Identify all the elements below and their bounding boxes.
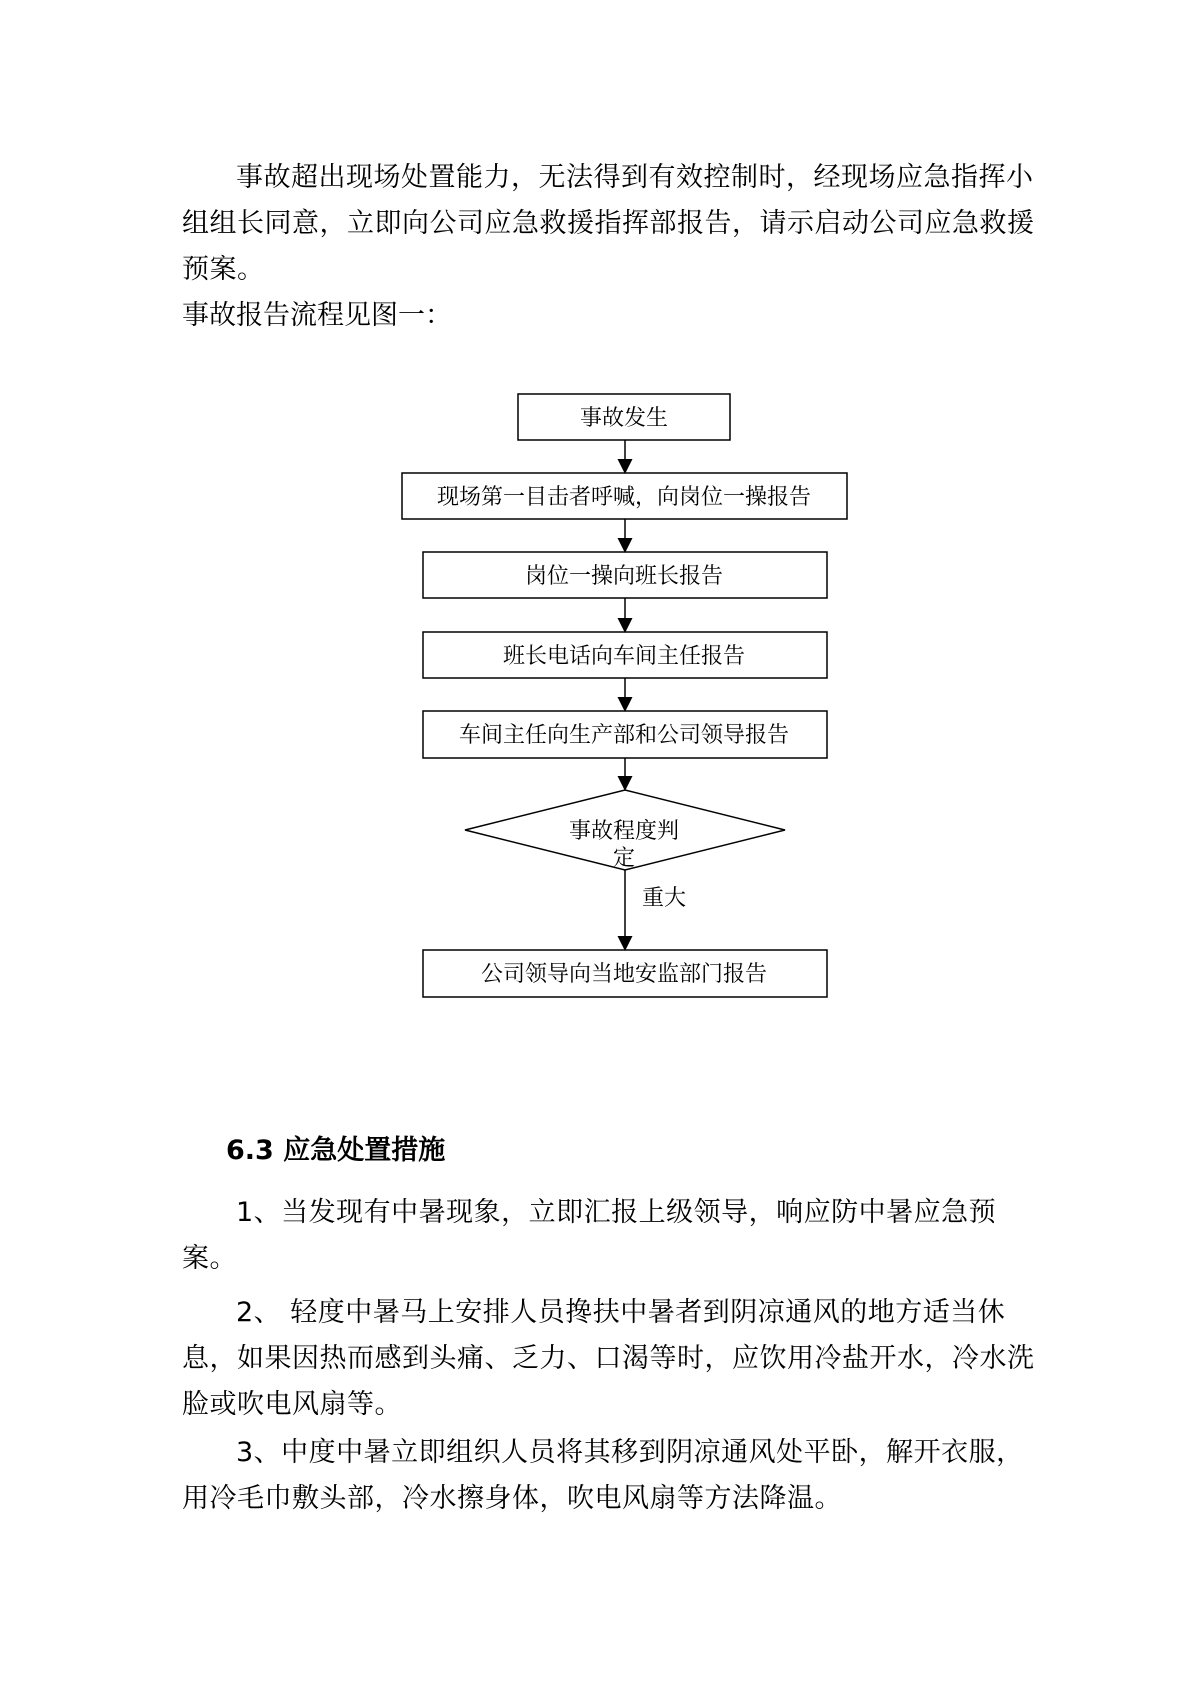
flow-step-4: 班长电话向车间主任报告 <box>502 644 746 669</box>
flow-decision-label-line2: 定 <box>612 846 636 871</box>
flow-step-5: 车间主任向生产部和公司领导报告 <box>458 723 790 748</box>
paragraph-flow-intro: 事故报告流程见图一： <box>182 300 452 331</box>
section-item-3: 3、中度中暑立即组织人员将其移到阴凉通风处平卧，解开衣服，用冷毛巾敷头部，冷水擦身体，吹电风扇等方法降温。 <box>182 1437 1024 1514</box>
flow-step-1: 事故发生 <box>579 406 669 431</box>
section-heading: 6.3 应急处置措施 <box>226 1135 446 1166</box>
flow-decision-label-line1: 事故程度判 <box>568 819 680 844</box>
flow-step-3: 岗位一操向班长报告 <box>524 564 724 589</box>
flow-final-step: 公司领导向当地安监部门报告 <box>480 962 768 987</box>
section-item-2: 2、 轻度中暑马上安排人员搀扶中暑者到阴凉通风的地方适当休息，如果因热而感到头痛、乏力、口渴等时，应饮用冷盐开水，冷水洗脸或吹电风扇等。 <box>182 1297 1035 1420</box>
section-item-1: 1、当发现有中暑现象，立即汇报上级领导，响应防中暑应急预案。 <box>182 1197 997 1274</box>
paragraph-escalation: 事故超出现场处置能力，无法得到有效控制时，经现场应急指挥小组组长同意，立即向公司应急救援指挥部报告，请示启动公司应急救援预案。 <box>182 162 1035 285</box>
flow-branch-label: 重大 <box>642 886 687 911</box>
flow-step-2: 现场第一目击者呼喊，向岗位一操报告 <box>436 485 812 510</box>
